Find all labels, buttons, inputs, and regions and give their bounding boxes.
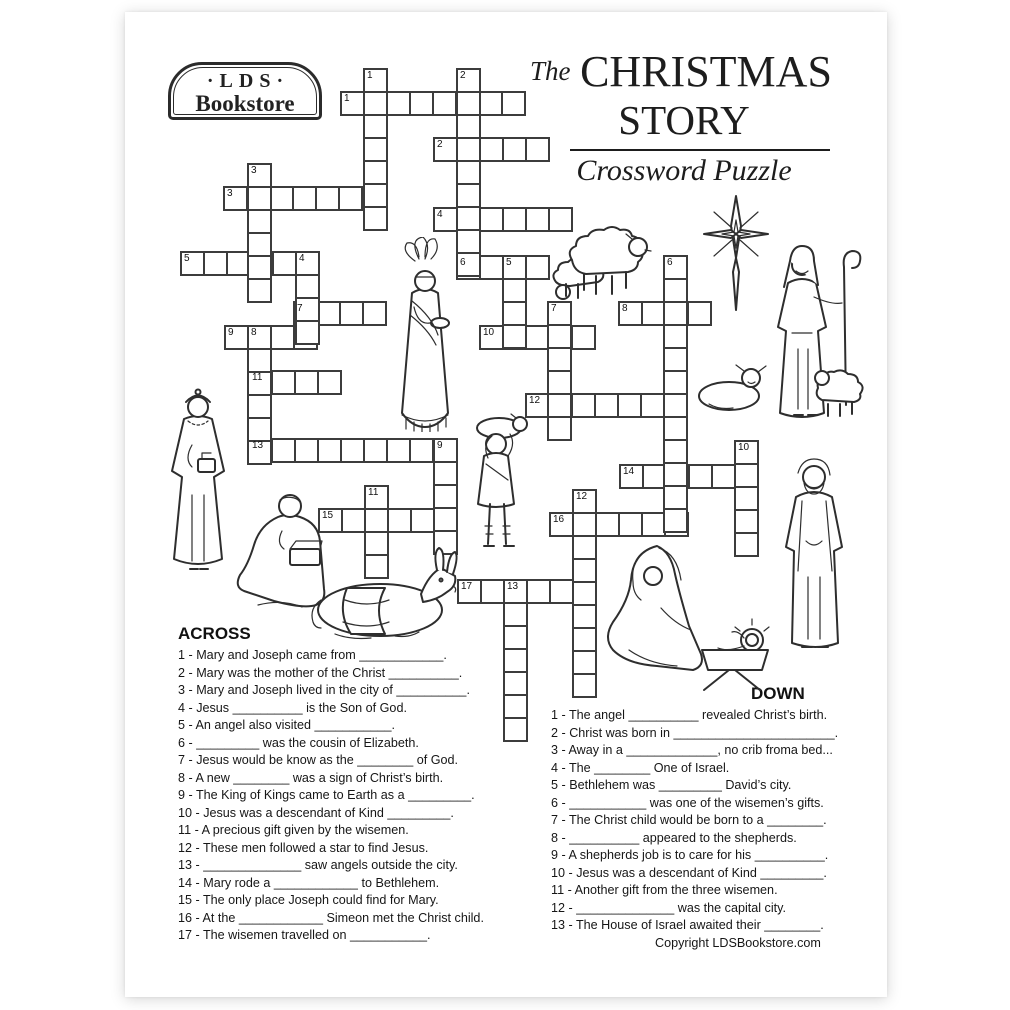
grid-word-10-across bbox=[479, 325, 596, 350]
grid-cell bbox=[642, 395, 663, 416]
across-clue-16: 16 - At the ____________ Simeon met the Christ child. bbox=[178, 910, 484, 925]
grid-cell bbox=[434, 93, 457, 114]
grid-cell bbox=[573, 395, 596, 416]
grid-cell bbox=[549, 418, 570, 439]
grid-cell bbox=[549, 372, 570, 395]
grid-cell bbox=[665, 441, 686, 464]
grid-cell bbox=[364, 303, 385, 324]
grid-cell bbox=[736, 465, 757, 488]
grid-cell bbox=[435, 486, 456, 509]
grid-cell bbox=[504, 326, 525, 347]
title-subtitle: Crossword Puzzle bbox=[576, 154, 792, 187]
grid-cell bbox=[249, 419, 270, 442]
grid-cell bbox=[249, 396, 270, 419]
grid-number-6-across: 6 bbox=[460, 257, 466, 268]
grid-number-4-down: 4 bbox=[299, 253, 305, 264]
grid-cell bbox=[389, 510, 412, 531]
grid-cell bbox=[503, 93, 524, 114]
grid-cell bbox=[249, 188, 270, 211]
grid-number-1-down: 1 bbox=[367, 70, 373, 81]
down-clue-11: 11 - Another gift from the three wisemen. bbox=[551, 883, 778, 897]
logo-inner-border bbox=[173, 67, 317, 115]
grid-number-10-across: 10 bbox=[483, 327, 495, 338]
grid-number-10-down: 10 bbox=[738, 442, 750, 453]
across-clue-15: 15 - The only place Joseph could find for Mary. bbox=[178, 893, 439, 907]
grid-word-10-down bbox=[734, 440, 759, 557]
donkey-resting-illustration bbox=[295, 538, 465, 643]
grid-cell bbox=[271, 188, 294, 209]
grid-number-1-across: 1 bbox=[344, 93, 350, 104]
grid-cell bbox=[341, 303, 364, 324]
grid-cell bbox=[619, 395, 642, 416]
grid-cell bbox=[574, 606, 595, 629]
grid-number-9-down: 9 bbox=[437, 440, 443, 451]
grid-cell bbox=[481, 209, 504, 230]
grid-cell bbox=[528, 581, 551, 602]
across-clue-8: 8 - A new ________ was a sign of Christ’s birth. bbox=[178, 770, 444, 785]
grid-cell bbox=[504, 139, 527, 160]
grid-number-13-down: 13 bbox=[507, 581, 519, 592]
grid-cell bbox=[665, 326, 686, 349]
grid-word-12-across bbox=[525, 393, 665, 418]
grid-cell bbox=[665, 349, 686, 372]
grid-number-14-across: 14 bbox=[623, 466, 635, 477]
grid-cell bbox=[318, 303, 341, 324]
grid-cell bbox=[296, 440, 319, 461]
down-clue-10: 10 - Jesus was a descendant of Kind _________. bbox=[551, 865, 827, 880]
grid-word-12-down bbox=[572, 489, 597, 698]
grid-word-1-down bbox=[363, 68, 388, 231]
down-clue-1: 1 - The angel __________ revealed Christ’s birth. bbox=[551, 708, 828, 722]
down-header: DOWN bbox=[751, 684, 805, 703]
grid-cell bbox=[504, 209, 527, 230]
grid-cell bbox=[665, 280, 686, 303]
grid-cell bbox=[480, 93, 503, 114]
grid-cell bbox=[504, 303, 525, 326]
grid-cell bbox=[527, 209, 550, 230]
grid-cell bbox=[665, 487, 686, 510]
grid-cell bbox=[273, 440, 296, 461]
grid-cell bbox=[665, 464, 686, 487]
grid-cell bbox=[458, 139, 479, 162]
grid-number-12-down: 12 bbox=[576, 491, 588, 502]
grid-cell bbox=[272, 327, 295, 348]
grid-number-11-down: 11 bbox=[368, 487, 379, 498]
logo-line2: Bookstore bbox=[195, 90, 295, 116]
grid-word-3-down bbox=[247, 163, 272, 303]
grid-word-2-across bbox=[433, 137, 550, 162]
puzzle-title bbox=[528, 47, 840, 187]
down-clue-12: 12 - ______________ was the capital city. bbox=[551, 900, 787, 915]
down-clue-5: 5 - Bethlehem was _________ David’s city. bbox=[551, 778, 792, 792]
grid-cell bbox=[481, 139, 504, 160]
grid-cell bbox=[549, 349, 570, 372]
grid-cell bbox=[713, 466, 736, 487]
grid-number-8-down: 8 bbox=[251, 327, 257, 338]
grid-cell bbox=[296, 372, 319, 393]
grid-number-9-across: 9 bbox=[228, 327, 234, 338]
grid-cell bbox=[504, 280, 525, 303]
grid-cell bbox=[249, 257, 270, 280]
grid-cell bbox=[297, 322, 318, 343]
grid-cell bbox=[665, 303, 686, 326]
grid-number-6-down: 6 bbox=[667, 257, 673, 268]
grid-cell bbox=[736, 534, 757, 555]
title-the: The bbox=[530, 56, 571, 86]
grid-cell bbox=[411, 93, 434, 114]
grid-cell bbox=[435, 509, 456, 532]
grid-cell bbox=[458, 162, 479, 185]
grid-cell bbox=[527, 257, 548, 278]
across-clue-6: 6 - _________ was the cousin of Elizabeth. bbox=[178, 735, 419, 750]
title-divider bbox=[570, 149, 830, 151]
down-clue-13: 13 - The House of Israel awaited their ________. bbox=[551, 918, 824, 932]
grid-number-5-down: 5 bbox=[506, 257, 512, 268]
across-clue-3: 3 - Mary and Joseph lived in the city of __________. bbox=[178, 683, 470, 697]
wiseman-gift-bearer-illustration bbox=[386, 237, 464, 432]
across-clue-11: 11 - A precious gift given by the wisemen. bbox=[178, 823, 409, 837]
grid-cell bbox=[319, 440, 342, 461]
grid-cell bbox=[365, 162, 386, 185]
sheep-pair-illustration bbox=[550, 222, 662, 308]
grid-cell bbox=[365, 440, 388, 461]
down-clue-8: 8 - __________ appeared to the shepherds. bbox=[551, 830, 797, 845]
grid-cell bbox=[343, 510, 366, 531]
across-clue-1: 1 - Mary and Joseph came from ____________. bbox=[178, 648, 447, 662]
grid-cell bbox=[249, 350, 270, 373]
grid-cell bbox=[388, 93, 411, 114]
across-header: ACROSS bbox=[178, 624, 251, 643]
down-clue-6: 6 - ___________ was one of the wisemen’s gifts. bbox=[551, 795, 824, 810]
down-clue-3: 3 - Away in a _____________, no crib froma bed... bbox=[551, 743, 833, 757]
grid-number-12-across: 12 bbox=[529, 395, 541, 406]
grid-cell bbox=[574, 560, 595, 583]
grid-cell bbox=[297, 276, 318, 299]
grid-cell bbox=[597, 514, 620, 535]
grid-cell bbox=[412, 510, 435, 531]
grid-number-2-across: 2 bbox=[437, 139, 443, 150]
grid-word-6-down bbox=[663, 255, 688, 533]
grid-cell bbox=[481, 257, 504, 278]
grid-cell bbox=[573, 327, 594, 348]
across-clue-9: 9 - The King of Kings came to Earth as a _________. bbox=[178, 788, 475, 802]
joseph-standing-illustration bbox=[762, 455, 862, 655]
grid-cell bbox=[574, 629, 595, 652]
across-clue-14: 14 - Mary rode a ____________ to Bethlehem. bbox=[178, 875, 440, 890]
grid-number-17-across: 17 bbox=[461, 581, 473, 592]
grid-cell bbox=[319, 372, 340, 393]
grid-cell bbox=[736, 488, 757, 511]
grid-cell bbox=[596, 395, 619, 416]
across-clue-10: 10 - Jesus was a descendant of Kind _________. bbox=[178, 805, 454, 820]
grid-number-15-across: 15 bbox=[322, 510, 334, 521]
grid-cell bbox=[294, 188, 317, 209]
grid-cell bbox=[249, 211, 270, 234]
grid-cell bbox=[574, 537, 595, 560]
down-clue-9: 9 - A shepherds job is to care for his __________. bbox=[551, 848, 829, 862]
grid-number-8-across: 8 bbox=[622, 303, 628, 314]
grid-cell bbox=[527, 139, 548, 160]
grid-cell bbox=[342, 440, 365, 461]
grid-word-4-down bbox=[295, 251, 320, 345]
across-clue-7: 7 - Jesus would be know as the ________ of God. bbox=[178, 753, 459, 767]
across-clue-2: 2 - Mary was the mother of the Christ __________. bbox=[178, 665, 463, 680]
grid-cell bbox=[458, 208, 479, 231]
grid-cell bbox=[736, 511, 757, 534]
grid-cell bbox=[549, 326, 570, 349]
grid-number-16-across: 16 bbox=[553, 514, 565, 525]
grid-number-3-across: 3 bbox=[227, 188, 233, 199]
grid-cell bbox=[690, 466, 713, 487]
grid-cell bbox=[482, 581, 505, 602]
grid-cell bbox=[205, 253, 228, 274]
grid-cell bbox=[665, 418, 686, 441]
grid-cell bbox=[249, 234, 270, 257]
grid-cell bbox=[274, 253, 297, 274]
grid-number-2-down: 2 bbox=[460, 70, 466, 81]
down-clues-section bbox=[551, 684, 891, 935]
grid-cell bbox=[365, 116, 386, 139]
lds-bookstore-logo bbox=[168, 62, 322, 120]
grid-cell bbox=[273, 372, 296, 393]
grid-cell bbox=[665, 510, 686, 531]
grid-word-5-down bbox=[502, 255, 527, 349]
grid-number-3-down: 3 bbox=[251, 165, 257, 176]
grid-number-7-down: 7 bbox=[551, 303, 557, 314]
grid-cell bbox=[317, 188, 340, 209]
grid-number-11-across: 11 bbox=[252, 372, 263, 383]
grid-number-5-across: 5 bbox=[184, 253, 190, 264]
down-clue-list bbox=[551, 707, 891, 935]
grid-cell bbox=[388, 440, 411, 461]
grid-cell bbox=[574, 583, 595, 606]
grid-cell bbox=[665, 395, 686, 418]
grid-cell bbox=[366, 510, 387, 533]
grid-cell bbox=[365, 208, 386, 229]
title-story: STORY bbox=[618, 97, 750, 143]
grid-number-7-across: 7 bbox=[297, 303, 303, 314]
across-clue-13: 13 - ______________ saw angels outside the city. bbox=[178, 858, 458, 872]
grid-cell bbox=[665, 372, 686, 395]
grid-cell bbox=[435, 463, 456, 486]
grid-cell bbox=[549, 395, 570, 418]
grid-cell bbox=[458, 185, 479, 208]
grid-cell bbox=[365, 139, 386, 162]
grid-number-4-across: 4 bbox=[437, 209, 443, 220]
shepherd-boy-with-lamb-illustration bbox=[458, 412, 540, 562]
copyright-text: Copyright LDSBookstore.com bbox=[655, 936, 821, 950]
grid-cell bbox=[365, 93, 386, 116]
grid-cell bbox=[411, 440, 434, 461]
lamb-lying-illustration bbox=[695, 358, 767, 415]
sheep-small-illustration bbox=[812, 360, 867, 420]
down-clue-7: 7 - The Christ child would be born to a ________. bbox=[551, 813, 827, 827]
down-clue-4: 4 - The ________ One of Israel. bbox=[551, 760, 730, 775]
across-clue-4: 4 - Jesus __________ is the Son of God. bbox=[178, 700, 407, 715]
grid-cell bbox=[574, 652, 595, 675]
grid-cell bbox=[458, 116, 479, 139]
grid-cell bbox=[551, 581, 574, 602]
down-clue-2: 2 - Christ was born in _______________________. bbox=[551, 725, 839, 740]
grid-cell bbox=[249, 280, 270, 301]
across-clue-17: 17 - The wisemen travelled on ___________. bbox=[178, 928, 431, 942]
grid-cell bbox=[458, 93, 479, 116]
grid-cell bbox=[574, 514, 595, 537]
grid-cell bbox=[620, 514, 643, 535]
across-clues-section bbox=[178, 624, 518, 945]
across-clue-5: 5 - An angel also visited ___________. bbox=[178, 718, 396, 732]
grid-word-13-across bbox=[248, 438, 457, 463]
across-clue-list bbox=[178, 647, 518, 945]
title-christmas: CHRISTMAS bbox=[580, 47, 832, 96]
grid-number-13-across: 13 bbox=[252, 440, 264, 451]
grid-cell bbox=[340, 188, 363, 209]
logo-line1: ·LDS· bbox=[206, 69, 290, 92]
across-clue-12: 12 - These men followed a star to find Jesus. bbox=[178, 840, 429, 855]
grid-cell bbox=[365, 185, 386, 208]
grid-word-7-down bbox=[547, 301, 572, 441]
